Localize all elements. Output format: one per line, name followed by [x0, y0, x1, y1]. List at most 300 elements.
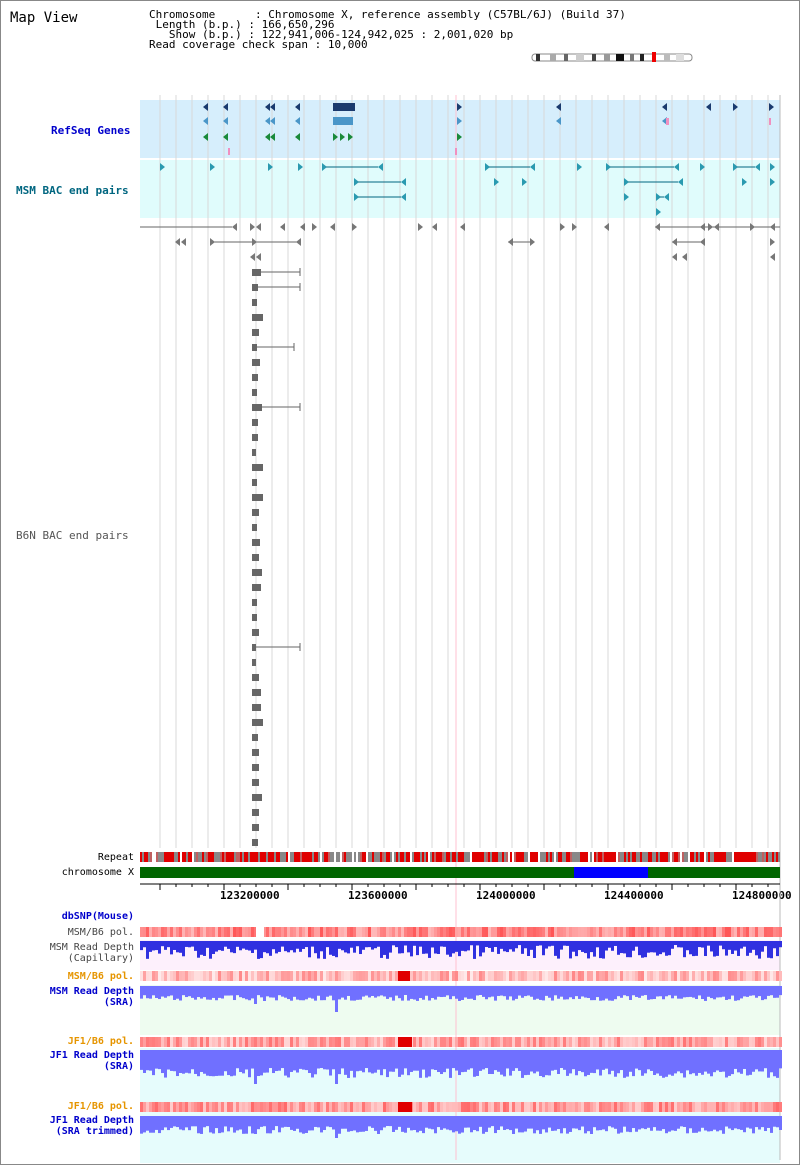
polymorphism-cell: [503, 971, 506, 981]
polymorphism-cell: [389, 927, 392, 937]
repeat-block: [150, 852, 152, 862]
read-depth-bar: [218, 1116, 221, 1133]
read-depth-bar: [467, 941, 470, 950]
read-depth-bar: [488, 941, 491, 948]
polymorphism-cell: [527, 927, 530, 937]
repeat-block: [472, 852, 474, 862]
polymorphism-cell: [236, 927, 239, 937]
polymorphism-cell: [443, 971, 446, 981]
track-label-dbsnp[interactable]: dbSNP(Mouse): [61, 911, 134, 922]
repeat-block: [540, 852, 542, 862]
polymorphism-cell: [248, 927, 251, 937]
polymorphism-cell: [521, 1102, 524, 1112]
read-depth-bar: [281, 986, 284, 997]
polymorphism-cell: [554, 1037, 557, 1047]
read-depth-bar: [500, 1050, 503, 1075]
polymorphism-cell: [290, 1037, 293, 1047]
read-depth-bar: [512, 1050, 515, 1071]
b6n-bac-end: [252, 524, 257, 531]
polymorphism-cell: [563, 1037, 566, 1047]
polymorphism-cell: [551, 1102, 554, 1112]
polymorphism-cell: [410, 971, 413, 981]
repeat-block: [608, 852, 610, 862]
repeat-block: [718, 852, 720, 862]
polymorphism-cell: [533, 1102, 536, 1112]
read-depth-bar: [272, 986, 275, 998]
read-depth-bar: [554, 941, 557, 956]
repeat-block: [762, 852, 764, 862]
read-depth-bar: [290, 1116, 293, 1130]
repeat-block: [542, 852, 544, 862]
repeat-block: [760, 852, 762, 862]
polymorphism-cell: [710, 1037, 713, 1047]
polymorphism-cell: [446, 927, 449, 937]
polymorphism-cell: [458, 971, 461, 981]
polymorphism-cell: [722, 927, 725, 937]
polymorphism-cell: [431, 971, 434, 981]
polymorphism-cell: [725, 1102, 728, 1112]
read-depth-bar: [704, 986, 707, 1001]
read-depth-bar: [230, 986, 233, 995]
b6n-bac-end: [250, 223, 255, 231]
polymorphism-cell: [647, 1037, 650, 1047]
polymorphism-cell: [164, 927, 167, 937]
axis-tick-label: 124400000: [604, 889, 664, 902]
polymorphism-cell: [302, 1102, 305, 1112]
read-depth-bar: [773, 986, 776, 998]
polymorphism-cell: [764, 971, 767, 981]
repeat-block: [272, 852, 274, 862]
read-depth-bar: [779, 1116, 782, 1130]
polymorphism-cell: [629, 971, 632, 981]
repeat-block: [626, 852, 628, 862]
read-depth-bar: [527, 986, 530, 996]
polymorphism-cell: [512, 971, 515, 981]
b6n-bac-end: [252, 599, 257, 606]
polymorphism-cell: [608, 1102, 611, 1112]
b6n-bac-end: [252, 449, 256, 456]
polymorphism-cell: [452, 1037, 455, 1047]
polymorphism-cell: [194, 927, 197, 937]
read-depth-bar: [716, 1050, 719, 1070]
b6n-bac-end: [252, 704, 261, 711]
read-depth-bar: [347, 941, 350, 953]
read-depth-bar: [233, 1116, 236, 1133]
read-depth-bar: [263, 1116, 266, 1126]
polymorphism-cell: [317, 1102, 320, 1112]
polymorphism-cell: [293, 1102, 296, 1112]
polymorphism-cell: [551, 1037, 554, 1047]
b6n-bac-end: [252, 689, 261, 696]
read-depth-bar: [572, 1050, 575, 1069]
read-depth-bar: [662, 1050, 665, 1078]
repeat-block: [466, 852, 468, 862]
read-depth-bar: [479, 1050, 482, 1071]
polymorphism-cell: [275, 971, 278, 981]
read-depth-bar: [716, 1116, 719, 1131]
read-depth-bar: [281, 1116, 284, 1128]
polymorphism-cell: [530, 971, 533, 981]
read-depth-bar: [434, 986, 437, 1000]
repeat-block: [546, 852, 548, 862]
read-depth-bar: [548, 1050, 551, 1075]
b6n-bac-end: [604, 223, 609, 231]
b6n-bac-end: [296, 238, 301, 246]
repeat-block: [274, 852, 276, 862]
read-depth-bar: [425, 941, 428, 954]
polymorphism-cell: [566, 927, 569, 937]
polymorphism-cell: [299, 1037, 302, 1047]
read-depth-bar: [146, 986, 149, 998]
read-depth-bar: [407, 1050, 410, 1075]
repeat-block: [476, 852, 478, 862]
polymorphism-cell: [362, 1102, 365, 1112]
polymorphism-cell: [425, 971, 428, 981]
read-depth-bar: [617, 941, 620, 955]
polymorphism-cell: [347, 1037, 350, 1047]
polymorphism-cell: [593, 971, 596, 981]
repeat-block: [208, 852, 210, 862]
repeat-block: [400, 852, 402, 862]
repeat-block: [680, 852, 682, 862]
repeat-block: [642, 852, 644, 862]
track-label-b6n-bac[interactable]: B6N BAC end pairs: [16, 529, 129, 542]
polymorphism-cell: [326, 1037, 329, 1047]
polymorphism-cell: [524, 1102, 527, 1112]
read-depth-bar: [431, 1116, 434, 1129]
polymorphism-cell: [455, 1037, 458, 1047]
polymorphism-cell: [146, 1037, 149, 1047]
read-depth-bar: [434, 1116, 437, 1133]
polymorphism-cell: [770, 971, 773, 981]
polymorphism-cell: [752, 971, 755, 981]
track-label-repeat: Repeat: [97, 852, 134, 863]
read-depth-bar: [263, 941, 266, 952]
read-depth-bar: [287, 1116, 290, 1127]
read-depth-bar: [536, 1050, 539, 1072]
show-label: Show (b.p.): [168, 28, 242, 41]
read-depth-bar: [395, 1050, 398, 1069]
polymorphism-cell: [710, 1102, 713, 1112]
polymorphism-cell: [296, 927, 299, 937]
read-depth-bar: [224, 1116, 227, 1126]
repeat-block: [280, 852, 282, 862]
read-depth-bar: [179, 1050, 182, 1073]
coverage-value: 10,000: [327, 38, 368, 51]
polymorphism-cell: [491, 1102, 494, 1112]
repeat-block: [648, 852, 650, 862]
b6n-bac-end: [418, 223, 423, 231]
polymorphism-cell: [206, 1037, 209, 1047]
polymorphism-cell: [479, 1037, 482, 1047]
read-depth-bar: [638, 986, 641, 998]
polymorphism-cell: [191, 971, 194, 981]
polymorphism-cell: [608, 927, 611, 937]
read-depth-bar: [497, 986, 500, 996]
read-depth-bar: [233, 986, 236, 1000]
read-depth-bar: [341, 941, 344, 950]
repeat-block: [310, 852, 312, 862]
polymorphism-cell: [494, 971, 497, 981]
polymorphism-cell: [722, 1102, 725, 1112]
polymorphism-cell: [344, 927, 347, 937]
polymorphism-cell: [482, 1102, 485, 1112]
read-depth-bar: [710, 1050, 713, 1076]
read-depth-bar: [182, 941, 185, 956]
read-depth-bar: [668, 1116, 671, 1132]
polymorphism-cell: [641, 927, 644, 937]
read-depth-bar: [317, 986, 320, 996]
read-depth-bar: [593, 1050, 596, 1073]
repeat-block: [252, 852, 254, 862]
read-depth-bar: [770, 1116, 773, 1133]
read-depth-bar: [305, 986, 308, 999]
read-depth-bar: [587, 986, 590, 998]
polymorphism-cell: [467, 1102, 470, 1112]
read-depth-bar: [359, 986, 362, 1000]
repeat-block: [242, 852, 244, 862]
read-depth-bar: [494, 1050, 497, 1070]
polymorphism-cell: [233, 1102, 236, 1112]
polymorphism-cell: [413, 1037, 416, 1047]
read-depth-bar: [680, 1050, 683, 1073]
polymorphism-cell: [677, 971, 680, 981]
read-depth-bar: [404, 1050, 407, 1068]
read-depth-bar: [152, 941, 155, 950]
polymorphism-cell: [395, 927, 398, 937]
read-depth-bar: [371, 1050, 374, 1073]
read-depth-bar: [743, 986, 746, 996]
repeat-block: [432, 852, 434, 862]
repeat-block: [710, 852, 712, 862]
polymorphism-cell: [326, 927, 329, 937]
read-depth-bar: [638, 941, 641, 955]
read-depth-bar: [314, 1116, 317, 1127]
polymorphism-cell: [215, 971, 218, 981]
repeat-block: [744, 852, 746, 862]
read-depth-bar: [395, 941, 398, 947]
polymorphism-cell: [443, 1037, 446, 1047]
read-depth-bar: [665, 986, 668, 996]
repeat-block: [402, 852, 404, 862]
read-depth-bar: [659, 1050, 662, 1076]
repeat-block: [160, 852, 162, 862]
polymorphism-cell: [176, 1102, 179, 1112]
read-depth-bar: [173, 1116, 176, 1126]
read-depth-bar: [503, 941, 506, 951]
repeat-block: [290, 852, 292, 862]
read-depth-bar: [752, 1116, 755, 1133]
read-depth-bar: [335, 941, 338, 957]
read-depth-bar: [707, 986, 710, 997]
read-depth-bar: [590, 941, 593, 952]
polymorphism-cell: [659, 1037, 662, 1047]
read-depth-bar: [704, 941, 707, 956]
read-depth-bar: [350, 1116, 353, 1131]
polymorphism-cell: [476, 1037, 479, 1047]
polymorphism-cell: [386, 971, 389, 981]
read-depth-bar: [503, 986, 506, 996]
polymorphism-cell: [716, 971, 719, 981]
read-depth-bar: [326, 986, 329, 997]
polymorphism-cell: [329, 927, 332, 937]
read-depth-bar: [755, 1050, 758, 1069]
read-depth-bar: [476, 1050, 479, 1076]
polymorphism-cell: [620, 1102, 623, 1112]
read-depth-bar: [422, 941, 425, 954]
read-depth-bar: [389, 941, 392, 953]
read-depth-bar: [533, 986, 536, 1000]
read-depth-bar: [206, 941, 209, 948]
read-depth-bar: [689, 986, 692, 997]
polymorphism-cell: [761, 971, 764, 981]
read-depth-bar: [287, 941, 290, 952]
read-depth-bar: [413, 1116, 416, 1130]
track-label-jf1-b6-pol-2: JF1/B6 pol.: [67, 1101, 134, 1112]
read-depth-bar: [209, 1050, 212, 1076]
read-depth-bar: [650, 941, 653, 952]
repeat-block: [390, 852, 392, 862]
repeat-block: [244, 852, 246, 862]
read-depth-bar: [242, 941, 245, 949]
polymorphism-cell: [152, 1037, 155, 1047]
read-depth-bar: [221, 986, 224, 999]
polymorphism-cell: [224, 927, 227, 937]
polymorphism-cell: [647, 1102, 650, 1112]
polymorphism-cell: [632, 1102, 635, 1112]
read-depth-bar: [224, 1050, 227, 1071]
repeat-block: [554, 852, 556, 862]
read-depth-bar: [314, 986, 317, 1001]
repeat-block: [378, 852, 380, 862]
read-depth-bar: [674, 986, 677, 996]
read-depth-bar: [443, 986, 446, 997]
polymorphism-cell: [650, 1102, 653, 1112]
read-depth-bar: [146, 941, 149, 959]
repeat-block: [328, 852, 330, 862]
read-depth-bar: [761, 941, 764, 952]
repeat-block: [358, 852, 360, 862]
read-depth-bar: [368, 1116, 371, 1126]
polymorphism-cell: [269, 971, 272, 981]
polymorphism-cell: [314, 1102, 317, 1112]
read-depth-bar: [533, 1116, 536, 1133]
read-depth-bar: [365, 1116, 368, 1131]
polymorphism-cell: [749, 971, 752, 981]
polymorphism-cell: [620, 927, 623, 937]
read-depth-bar: [575, 941, 578, 956]
read-depth-bar: [602, 941, 605, 959]
read-depth-bar: [362, 1116, 365, 1132]
polymorphism-cell: [680, 1102, 683, 1112]
repeat-block: [594, 852, 596, 862]
read-depth-bar: [623, 941, 626, 953]
read-depth-bar: [551, 941, 554, 946]
repeat-block: [206, 852, 208, 862]
polymorphism-cell: [185, 1037, 188, 1047]
track-label-msm-bac[interactable]: MSM BAC end pairs: [16, 184, 129, 197]
polymorphism-cell: [758, 971, 761, 981]
read-depth-bar: [734, 1116, 737, 1128]
read-depth-bar: [758, 941, 761, 959]
read-depth-bar: [776, 986, 779, 998]
repeat-block: [742, 852, 744, 862]
polymorphism-cell: [218, 927, 221, 937]
polymorphism-cell: [482, 927, 485, 937]
b6n-bac-end: [252, 389, 257, 396]
read-depth-bar: [200, 986, 203, 999]
read-depth-bar: [719, 1050, 722, 1072]
polymorphism-cell: [671, 927, 674, 937]
polymorphism-cell: [482, 971, 485, 981]
polymorphism-cell: [341, 1037, 344, 1047]
polymorphism-cell: [227, 927, 230, 937]
repeat-block: [450, 852, 452, 862]
polymorphism-cell: [650, 927, 653, 937]
read-depth-bar: [566, 941, 569, 946]
polymorphism-cell: [734, 971, 737, 981]
read-depth-bar: [161, 941, 164, 946]
read-depth-bar: [533, 1050, 536, 1073]
read-depth-bar: [239, 941, 242, 950]
read-depth-bar: [305, 1116, 308, 1133]
polymorphism-cell: [572, 971, 575, 981]
track-label-refseq[interactable]: RefSeq Genes: [51, 124, 131, 137]
repeat-block: [254, 852, 256, 862]
read-depth-bar: [266, 1050, 269, 1073]
polymorphism-cell: [641, 971, 644, 981]
read-depth-bar: [323, 1116, 326, 1130]
polymorphism-cell: [593, 1037, 596, 1047]
polymorphism-cell: [374, 971, 377, 981]
repeat-block: [698, 852, 700, 862]
read-depth-bar: [518, 1050, 521, 1071]
b6n-bac-end: [682, 253, 687, 261]
repeat-block: [770, 852, 772, 862]
polymorphism-cell: [506, 1037, 509, 1047]
read-depth-bar: [338, 986, 341, 999]
repeat-block: [566, 852, 568, 862]
read-depth-bar: [158, 1116, 161, 1133]
read-depth-bar: [593, 986, 596, 1000]
repeat-block: [162, 852, 164, 862]
polymorphism-cell: [389, 1102, 392, 1112]
repeat-block: [434, 852, 436, 862]
repeat-block: [236, 852, 238, 862]
read-depth-bar: [767, 1050, 770, 1078]
polymorphism-cell: [251, 1037, 254, 1047]
polymorphism-cell: [668, 1037, 671, 1047]
polymorphism-cell: [686, 927, 689, 937]
polymorphism-cell: [626, 971, 629, 981]
polymorphism-cell: [152, 971, 155, 981]
read-depth-bar: [599, 941, 602, 958]
read-depth-bar: [200, 1050, 203, 1072]
read-depth-bar: [374, 1050, 377, 1073]
polymorphism-cell: [698, 971, 701, 981]
read-depth-bar: [467, 1050, 470, 1070]
polymorphism-cell: [371, 927, 374, 937]
polymorphism-cell: [158, 927, 161, 937]
polymorphism-cell: [530, 1102, 533, 1112]
read-depth-bar: [386, 986, 389, 999]
read-depth-bar: [473, 986, 476, 1000]
repeat-block: [614, 852, 616, 862]
read-depth-bar: [389, 1050, 392, 1072]
polymorphism-cell: [752, 1102, 755, 1112]
read-depth-bar: [443, 1050, 446, 1072]
read-depth-bar: [716, 941, 719, 956]
